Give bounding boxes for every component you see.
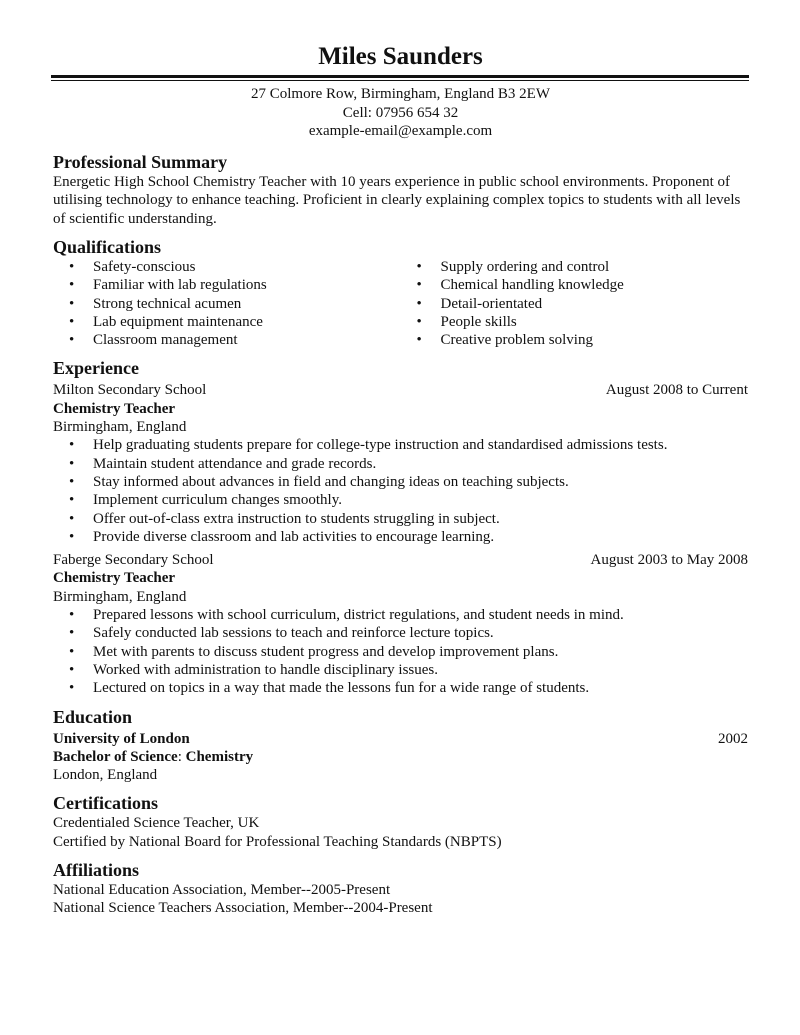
- qualifications-left: [53, 258, 401, 349]
- job-bullet: • Maintain student attendance and grade records.: [93, 455, 748, 473]
- education-field: Chemistry: [185, 748, 254, 765]
- education-year: 2002: [718, 730, 748, 747]
- certifications-heading: Certifications: [53, 793, 158, 814]
- job-location: Birmingham, England: [53, 419, 187, 436]
- experience-heading: Experience: [53, 358, 139, 379]
- qualification-item: • Strong technical acumen: [93, 295, 401, 313]
- job-entry: [53, 381, 748, 546]
- resume-page: [53, 0, 748, 918]
- job-bullet: • Implement curriculum changes smoothly.: [93, 491, 748, 509]
- certification-item: Credentialed Science Teacher, UK: [53, 815, 260, 832]
- job-bullet: • Provide diverse classroom and lab activities to encourage learning.: [93, 528, 748, 546]
- job-bullet: • Offer out-of-class extra instruction to students struggling in subject.: [93, 510, 748, 528]
- job-role: Chemistry Teacher: [53, 570, 176, 587]
- qualification-item: • People skills: [441, 313, 749, 331]
- job-bullet: • Worked with administration to handle disciplinary issues.: [93, 661, 748, 679]
- education-separator: :: [177, 748, 186, 765]
- header-rule: [51, 75, 749, 81]
- summary-heading: Professional Summary: [53, 151, 228, 172]
- education-degree: Bachelor of Science: [53, 748, 178, 765]
- qualifications-heading: Qualifications: [53, 237, 162, 257]
- qualification-item: • Creative problem solving: [441, 331, 749, 349]
- education-heading: Education: [53, 706, 133, 727]
- job-bullet: • Stay informed about advances in field and changing ideas on teaching subjects.: [93, 473, 748, 491]
- job-dates: August 2008 to Current: [605, 382, 748, 399]
- job-role: Chemistry Teacher: [53, 400, 176, 417]
- job-bullets: [53, 606, 748, 697]
- summary-text: Energetic High School Chemistry Teacher with 10 years experience in public school environments. Proponent of utilising technology to enhance teaching. Proficient in clearly explaining complex topics to students with all levels of scientific understanding.: [53, 173, 741, 227]
- education-location: London, England: [53, 767, 158, 784]
- affiliation-item: National Science Teachers Association, Member--2004-Present: [53, 900, 433, 917]
- job-bullet: • Met with parents to discuss student progress and develop improvement plans.: [93, 643, 748, 661]
- job-entry: [53, 551, 748, 697]
- qualification-item: • Safety-conscious: [93, 258, 401, 276]
- job-employer: Faberge Secondary School: [53, 552, 214, 569]
- job-bullet: • Safely conducted lab sessions to teach and reinforce lecture topics.: [93, 624, 748, 642]
- qualification-item: • Chemical handling knowledge: [441, 276, 749, 294]
- job-bullet: • Lectured on topics in a way that made the lessons fun for a wide range of students.: [93, 679, 748, 697]
- qualification-item: • Lab equipment maintenance: [93, 313, 401, 331]
- qualification-item: • Supply ordering and control: [441, 258, 749, 276]
- candidate-name: Miles Saunders: [318, 43, 483, 70]
- job-bullet: • Help graduating students prepare for college-type instruction and standardised admissions tests.: [93, 436, 748, 454]
- education-school: University of London: [53, 730, 190, 747]
- contact-block: [53, 85, 748, 141]
- certification-item: Certified by National Board for Professional Teaching Standards (NBPTS): [53, 833, 502, 850]
- job-bullet: • Prepared lessons with school curriculum, district regulations, and student needs in mind.: [93, 606, 748, 624]
- affiliation-item: National Education Association, Member--2005-Present: [53, 882, 391, 899]
- phone: Cell: 07956 654 32: [342, 104, 459, 121]
- job-location: Birmingham, England: [53, 588, 187, 605]
- email: example-email@example.com: [308, 123, 493, 139]
- qualification-item: • Detail-orientated: [441, 295, 749, 313]
- address: 27 Colmore Row, Birmingham, England B3 2EW: [251, 86, 550, 102]
- job-employer: Milton Secondary School: [53, 382, 207, 399]
- job-bullets: [53, 436, 748, 546]
- qualification-item: • Classroom management: [93, 331, 401, 349]
- qualification-item: • Familiar with lab regulations: [93, 276, 401, 294]
- education-entry: [53, 730, 748, 785]
- affiliations-heading: Affiliations: [53, 860, 140, 881]
- qualifications-right: [401, 258, 749, 349]
- qualifications-list: [53, 258, 748, 349]
- job-dates: August 2003 to May 2008: [590, 552, 748, 569]
